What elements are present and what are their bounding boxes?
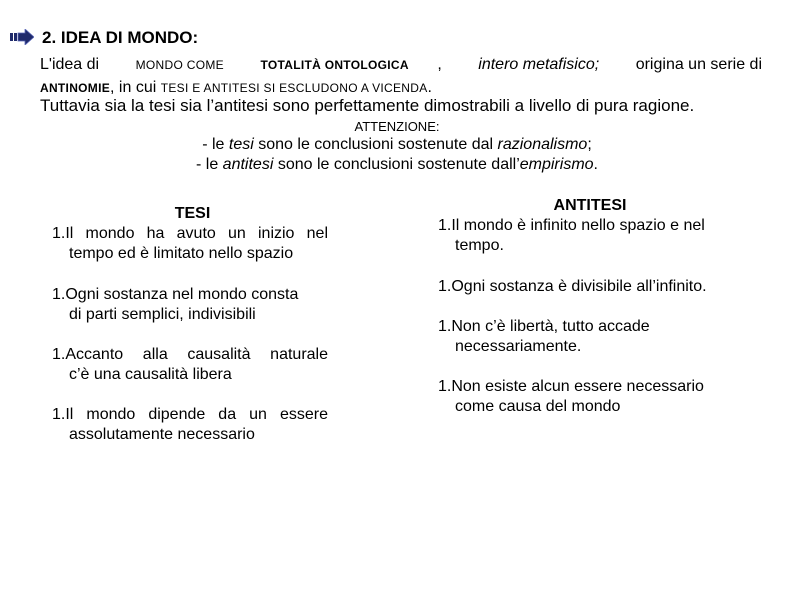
dash-line-tesi	[0, 136, 794, 154]
item-number: 1.	[438, 378, 452, 395]
item-number: 1.	[438, 318, 452, 335]
item-number: 1.	[52, 225, 66, 242]
item-text: Non c’è libertà, tutto accade	[451, 318, 650, 335]
item-number: 1.	[438, 278, 452, 295]
antitesi-item-2	[438, 277, 742, 297]
item-text: Non esiste alcun essere necessario	[451, 378, 704, 395]
item-text: tempo.	[455, 237, 504, 254]
dash-line-antitesi	[0, 156, 794, 174]
intro-period: .	[427, 79, 432, 96]
item-text: Accanto alla causalità naturale	[65, 346, 328, 363]
intro-smallcaps: MONDO COME	[135, 58, 224, 72]
intro-text: L'idea di	[40, 56, 100, 73]
dash-text: ;	[587, 136, 592, 153]
tesi-title: TESI	[174, 205, 211, 222]
item-number: 1.	[438, 217, 452, 234]
intro-text: , in cui	[110, 79, 157, 96]
tesi-item-1	[52, 224, 328, 264]
antitesi-item-1	[438, 216, 742, 256]
intro-line-3: Tuttavia sia la tesi sia l’antitesi sono perfettamente dimostrabili a livello di pura ragione.	[40, 96, 695, 115]
dash-text: - le	[202, 136, 229, 153]
intro-line-2	[40, 79, 432, 97]
intro-comma: ,	[437, 56, 442, 73]
item-text: Ogni sostanza nel mondo consta	[65, 286, 299, 303]
dash-text: - le	[196, 156, 223, 173]
dash-italic: razionalismo	[497, 136, 588, 153]
intro-smallcaps: TESI E ANTITESI SI ESCLUDONO A VICENDA	[160, 81, 428, 95]
item-text: necessariamente.	[455, 338, 582, 355]
item-text: tempo ed è limitato nello spazio	[69, 245, 294, 262]
antitesi-item-3	[438, 317, 742, 357]
item-text: Il mondo dipende da un essere	[65, 406, 328, 423]
intro-line-1	[40, 56, 762, 74]
item-text: Il mondo è infinito nello spazio e nel	[451, 217, 705, 234]
dash-text: sono le conclusioni sostenute dal	[253, 136, 498, 153]
item-number: 1.	[52, 286, 66, 303]
intro-italic: intero metafisico;	[478, 56, 600, 73]
item-text: come causa del mondo	[455, 398, 621, 415]
section-heading: 2. IDEA DI MONDO:	[42, 28, 199, 47]
tesi-item-4	[52, 405, 328, 445]
dash-text: .	[593, 156, 598, 173]
antitesi-title: ANTITESI	[553, 197, 627, 214]
item-text: assolutamente necessario	[69, 426, 255, 443]
dash-italic: antitesi	[222, 156, 274, 173]
right-arrow-icon	[10, 29, 34, 45]
item-number: 1.	[52, 346, 66, 363]
tesi-item-2	[52, 285, 328, 325]
item-text: Il mondo ha avuto un inizio nel	[65, 225, 328, 242]
tesi-item-3	[52, 345, 328, 385]
attention-label: ATTENZIONE:	[354, 119, 440, 134]
item-text: di parti semplici, indivisibili	[69, 306, 256, 323]
item-text: Ogni sostanza è divisibile all’infinito.	[451, 278, 707, 295]
item-text: c’è una causalità libera	[69, 366, 232, 383]
intro-smallcaps-bold: ANTINOMIE	[40, 81, 111, 95]
item-number: 1.	[52, 406, 66, 423]
antitesi-item-4	[438, 377, 742, 417]
dash-italic: tesi	[228, 136, 254, 153]
intro-text: origina un serie di	[635, 56, 762, 73]
dash-italic: empirismo	[519, 156, 594, 173]
dash-text: sono le conclusioni sostenute dall’	[273, 156, 520, 173]
intro-smallcaps-bold: TOTALITÀ ONTOLOGICA	[260, 58, 409, 72]
